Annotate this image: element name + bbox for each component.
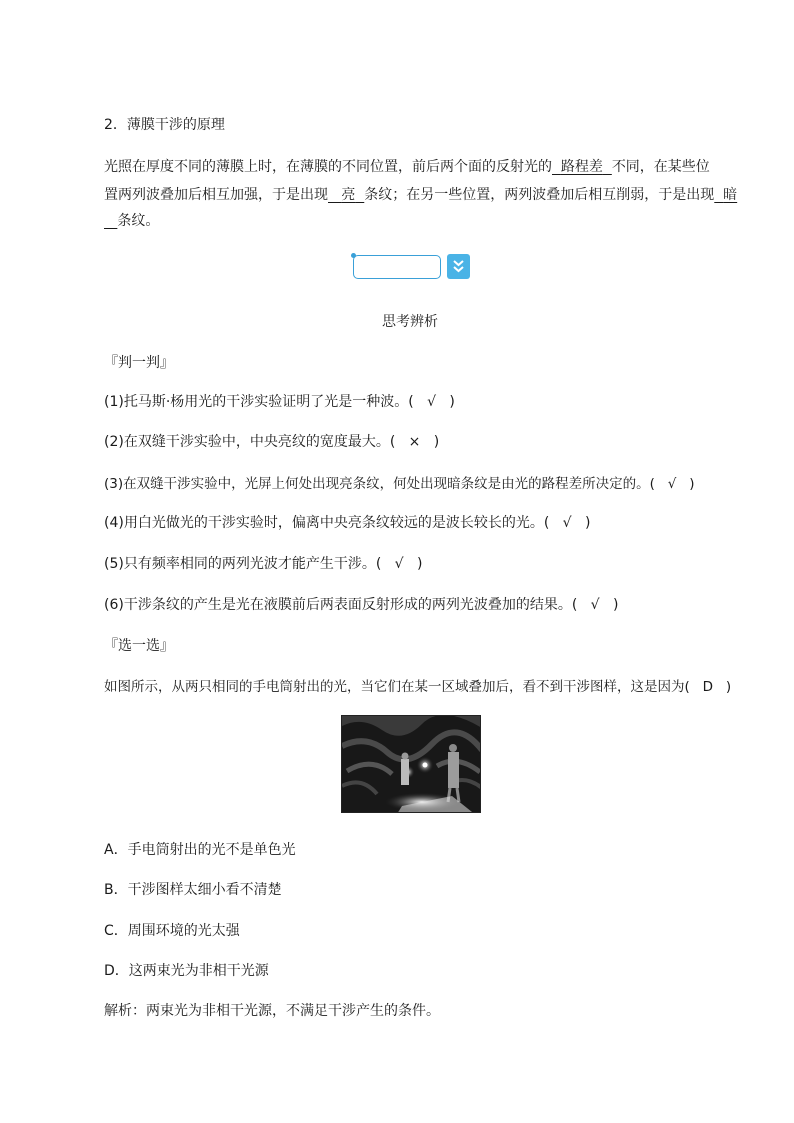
option-d: D．这两束光为非相干光源 — [104, 963, 269, 979]
choose-question: 如图所示，从两只相同的手电筒射出的光，当它们在某一区域叠加后，看不到干涉图样，这是因为( D ) — [104, 679, 732, 695]
judge-item-2: (2)在双缝干涉实验中，中央亮纹的宽度最大。( × ) — [104, 434, 440, 450]
banner-box — [353, 255, 441, 279]
blank-bright: 亮 — [341, 187, 356, 203]
paragraph-line-2: 置两列波叠加后相互加强，于是出现 亮 条纹；在另一些位置，两列波叠加后相互削弱，于是出现 暗 — [104, 187, 738, 203]
choose-heading: 『选一选』 — [104, 638, 174, 654]
option-b: B．干涉图样太细小看不清楚 — [104, 882, 282, 898]
analysis-text: 解析：两束光为非相干光源，不满足干涉产生的条件。 — [104, 1003, 440, 1019]
paragraph-line-3: 条纹。 — [117, 213, 160, 229]
judge-item-6: (6)干涉条纹的产生是光在液膜前后两表面反射形成的两列光波叠加的结果。( √ ) — [104, 597, 619, 613]
judge-item-4: (4)用白光做光的干涉实验时，偏离中央亮条纹较远的是波长较长的光。( √ ) — [104, 515, 591, 531]
blank-path-difference: 路程差 — [560, 159, 603, 175]
banner-title: 思考辨析 — [382, 314, 438, 330]
judge-heading: 『判一判』 — [104, 355, 174, 371]
section-heading: 2．薄膜干涉的原理 — [104, 117, 225, 133]
blank-dark: 暗 — [723, 187, 738, 203]
flashlight-photo — [341, 715, 481, 813]
double-chevron-down-icon — [447, 254, 470, 279]
option-c: C．周围环境的光太强 — [104, 923, 240, 939]
paragraph-line-1: 光照在厚度不同的薄膜上时，在薄膜的不同位置，前后两个面的反射光的 路程差 不同，在某些位 — [104, 159, 710, 175]
judge-item-5: (5)只有频率相同的两列光波才能产生干涉。( √ ) — [104, 556, 423, 572]
judge-item-3: (3)在双缝干涉实验中，光屏上何处出现亮条纹，何处出现暗条纹是由光的路程差所决定的。( √ ) — [104, 476, 695, 492]
option-a: A．手电筒射出的光不是单色光 — [104, 842, 296, 858]
judge-item-1: (1)托马斯·杨用光的干涉实验证明了光是一种波。( √ ) — [104, 394, 455, 410]
